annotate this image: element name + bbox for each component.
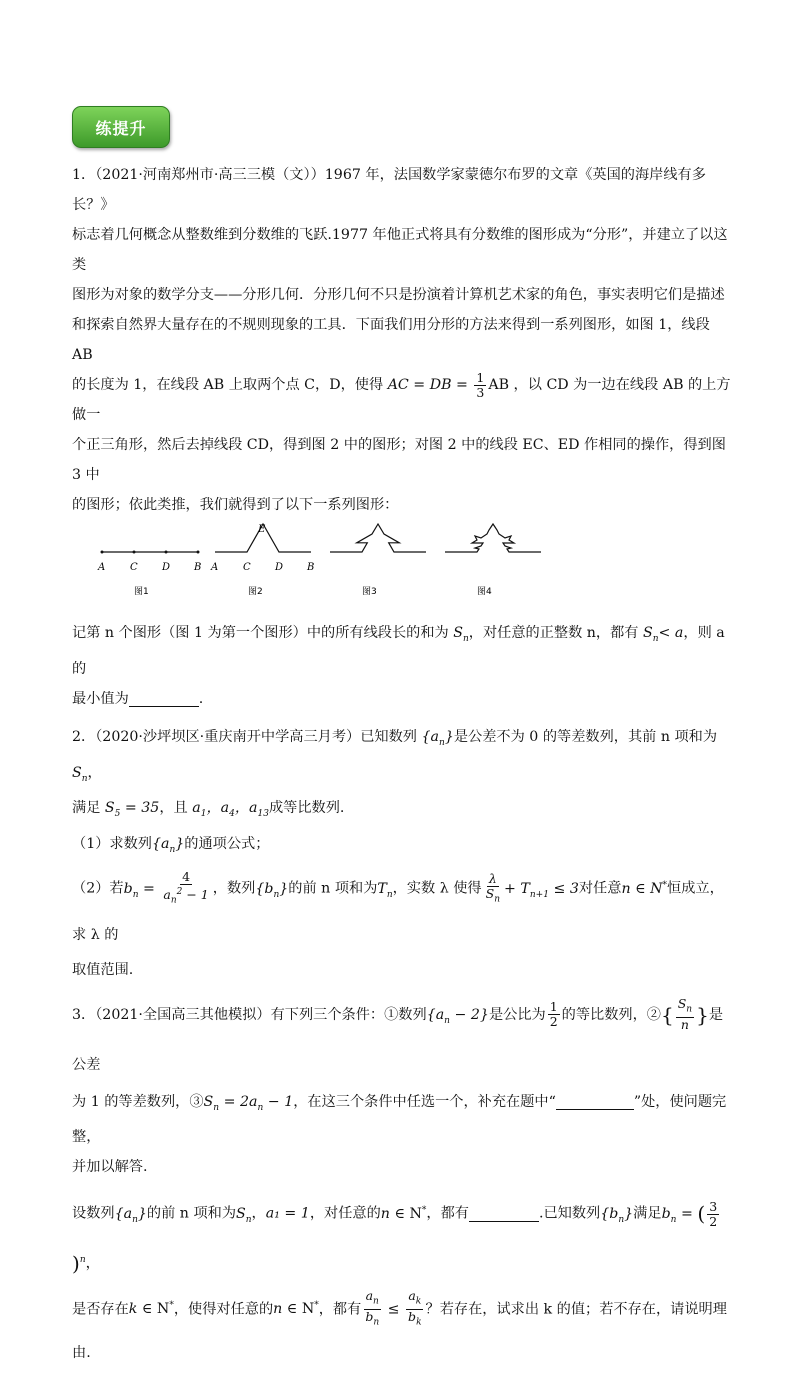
q3-half-fraction (548, 1000, 560, 1029)
q2-sn: $S_n$ (72, 764, 88, 784)
q3-line-5-mid2: ，都有 (318, 1301, 362, 1318)
q3-seq-an-minus-2: $\{a_n - 2\}$ (426, 1006, 489, 1026)
q1-line-5 (72, 370, 732, 430)
q2-part-2-mid3: ，实数 λ 使得 (392, 880, 482, 897)
fig2-label-d: D (275, 562, 284, 573)
q2-part-2-mid2: 的前 n 项和为 (288, 880, 378, 897)
fig3-shape (330, 524, 426, 552)
q2-line-1: 2．（2020·沙坪坝区·重庆南开中学高三月考）已知数列 $\{a_n\}$是公差不为 0 的等差数列，其前 n 项和为$S_n$， (72, 728, 718, 784)
q3-half-num: 1 (549, 999, 558, 1015)
q2-s5-value: = 35 (120, 800, 160, 817)
q1-line-9 (72, 684, 732, 714)
q3-line-5-mid1: ，使得对任意的 (173, 1301, 274, 1318)
q2-line-2 (72, 793, 732, 829)
q1-sn: $S_n$ (453, 625, 469, 644)
q3-line-2-tail: ”处，使问题完整， (72, 1093, 727, 1146)
q3-line-1 (72, 993, 732, 1087)
q2-ineq-text: + T (503, 880, 530, 897)
q3-fill-blank[interactable] (469, 1203, 539, 1222)
fig2-label-b: B (307, 562, 315, 573)
q1-line-5-tail: AB ，以 CD 为一边在线段 AB 的上方做一 (72, 377, 731, 423)
q3-line-4-text: 设数列 (72, 1206, 115, 1223)
q2-part-2-mid1: ，数列 (212, 880, 256, 897)
q3-line-1-mid2: 的等比数列，② (561, 1006, 661, 1023)
q2-lambda-num: λ (488, 870, 497, 886)
fig2-label-e: E (258, 524, 266, 535)
q3-line-4-mid4: .已知数列 (538, 1206, 601, 1223)
q3-three-halves-den: 2 (709, 1213, 718, 1229)
q3-cond3-eq: = 2a (223, 1093, 258, 1110)
q2-bn-num: 4 (182, 869, 191, 885)
fractal-figures (72, 522, 732, 614)
q2-line-2-tail: 成等比数列. (268, 800, 345, 817)
q3-k-domain: k ∈ N* (128, 1300, 174, 1318)
q3-half-den: 2 (549, 1014, 558, 1030)
q1-line-8-tail: ，则 a 的 (72, 625, 725, 677)
q2-lambda-den: $S_n$ (485, 885, 500, 905)
q3-line-4-mid1: 的前 n 项和为 (146, 1206, 237, 1223)
q2-bn-symbol: b (123, 880, 133, 897)
fig1-caption: 图1 (134, 587, 149, 597)
q2-part-1 (72, 829, 732, 865)
q3-brace-right: } (696, 1002, 709, 1027)
q3-sn: $S_n$ (236, 1206, 252, 1225)
q3-three-halves-num: 3 (709, 1198, 718, 1214)
fig2-label-c: C (243, 562, 251, 573)
q1-line-6: 个正三角形，然后去掉线段 CD，得到图 2 中的图形；对图 2 中的线段 EC、ED 作相同的操作，得到图 3 中 (72, 437, 726, 483)
q3-seq-bn: $\{b_n\}$ (600, 1206, 634, 1225)
q2-line-1-mid: 是公差不为 0 的等差数列，其前 n 项和为 (453, 728, 718, 745)
q3-sn-over-n-num: $S_n$ (676, 997, 694, 1018)
q3-seq-an: $\{a_n\}$ (114, 1206, 147, 1225)
fig2-label-a: A (211, 562, 219, 573)
q1-line-9-tail: . (198, 690, 204, 707)
q2-part-1-tail: 的通项公式； (184, 836, 270, 853)
q3-sn-over-n (676, 997, 694, 1032)
q3-line-2-text: 为 1 的等差数列，③ (72, 1093, 204, 1110)
q2-bn-den: $a_n^2 - 1$ (163, 887, 209, 906)
q3-an-over-bn-num: $a_n$ (364, 1289, 381, 1310)
q3-line-4-comma: ， (251, 1206, 266, 1223)
q2-bn-def: $b_n$ = (123, 880, 160, 900)
q2-s5-symbol: S (104, 800, 115, 817)
q3-sn-over-n-den: n (680, 1016, 689, 1032)
fig1-label-b: B (194, 562, 202, 573)
q3-line-4-mid3: ，都有 (426, 1206, 469, 1223)
q3-line-3: 并加以解答. (72, 1159, 148, 1176)
q1-sn-symbol: S (453, 625, 463, 641)
q2-terms: $a_1$，$a_4$，$a_{13}$ (192, 800, 269, 820)
fig4-shape (445, 524, 541, 552)
q3-line-2-mid: ，在这三个条件中任选一个，补充在题中“ (293, 1093, 556, 1110)
q3-ak-over-bk (406, 1289, 423, 1329)
content-body (72, 160, 732, 1375)
q3-ak-over-bk-num: $a_k$ (406, 1289, 423, 1310)
q2-part-2-mid4: 对任意 (578, 880, 622, 897)
q3-three-halves (707, 1200, 719, 1229)
q2-bn-den-symbol: a (163, 887, 171, 903)
q1-line-8-mid: ，对任意的正整数 n，都有 (468, 625, 639, 641)
q2-part-1-text: （1）求数列 (72, 836, 152, 853)
q3-condition-blank[interactable] (556, 1091, 634, 1110)
q2-line-2-mid: ，且 (159, 800, 188, 817)
q2-ineq-tail: ≤ 3 (548, 880, 579, 897)
q1-line-7: 的图形；依此类推，我们就得到了以下一系列图形： (72, 497, 399, 513)
fig1-label-c: C (130, 562, 138, 573)
q3-line-1-tail: 是公差 (72, 1006, 724, 1073)
q3-brace-left: { (660, 1002, 674, 1027)
q2-line-2-text: 满足 (72, 800, 101, 817)
q1-inequality-text: < a (658, 625, 684, 641)
q1-line-1: 1．（2021·河南郑州市·高三三模（文））1967 年，法国数学家蒙德尔布罗的文章《英国的海岸线有多长？》 (72, 167, 706, 213)
q1-fraction (474, 371, 486, 400)
q1-line-8 (72, 618, 732, 684)
fig4-caption: 图4 (477, 587, 492, 597)
q1-frac-den: 3 (476, 384, 485, 400)
q2-ineq: + $T_{n+1} \le 3$ (503, 880, 579, 900)
q2-part-2-text: （2）若 (72, 880, 124, 897)
q1-line-2: 标志着几何概念从整数维到分数维的飞跃.1977 年他正式将具有分数维的图形成为“分形”，并建立了以这类 (72, 227, 728, 273)
q3-line-2 (72, 1087, 732, 1153)
fig2-caption: 图2 (248, 587, 263, 597)
fractal-figures-svg (100, 522, 720, 614)
q3-line-1-mid1: 是公比为 (488, 1006, 546, 1023)
q1-frac-num: 1 (476, 369, 485, 385)
q1-line-9-text: 最小值为 (72, 690, 129, 707)
q1-line-3: 图形为对象的数学分支——分形几何．分形几何不只是扮演着计算机艺术家的角色，事实表明它们是描述 (72, 287, 725, 303)
q3-line-5-tail: ？若存在，试求出 k 的值；若不存在，请说明理由. (72, 1301, 727, 1362)
q2-s5-eq (104, 800, 160, 820)
q2-seq-an: $\{a_n\}$ (421, 728, 454, 748)
q2-seq-bn: $\{b_n\}$ (255, 880, 289, 900)
q3-cond3: $S_n = 2a_n - 1$ (203, 1093, 294, 1113)
q3-paren-left: ( (697, 1202, 706, 1227)
q3-cond3-tail: − 1 (263, 1093, 294, 1110)
q1-line-5-text: 的长度为 1，在线段 AB 上取两个点 C，D，使得 (72, 377, 384, 393)
q1-answer-blank[interactable] (129, 688, 199, 707)
q2-lambda-fraction (484, 872, 502, 907)
q3-ak-over-bk-den: $b_k$ (408, 1308, 422, 1328)
q1-line-8-text: 记第 n 个图形（图 1 为第一个图形）中的所有线段长的和为 (72, 625, 449, 641)
q3-a1: a₁ = 1 (265, 1206, 310, 1223)
q2-part-2-tail: 恒成立，求 λ 的 (72, 880, 724, 943)
fig1-label-d: D (162, 562, 171, 573)
q3-line-4: 设数列$\{a_n\}$的前 n 项和为$S_n$，a₁ = 1，对任意的n ∈ N*，都有 .已知数列$\{b_n\}$满足$b_n$ = ( $\frac{3}{2}$ )$^n$， (72, 1198, 718, 1276)
q1-equation: AC = DB = (387, 377, 468, 393)
q3-line-4-mid5: 满足 (633, 1206, 662, 1223)
q2-bn-fraction (161, 870, 210, 908)
q3-bn-def: $b_n$ = (661, 1206, 698, 1225)
q2-line-1-text: 2．（2020·沙坪坝区·重庆南开中学高三月考）已知数列 (72, 728, 417, 745)
q3-line-5-text: 是否存在 (72, 1301, 129, 1318)
q2-tn-symbol: T (377, 880, 387, 897)
q1-line-4: 和探索自然界大量存在的不规则现象的工具．下面我们用分形的方法来得到一系列图形，如图 1，线段 AB (72, 317, 710, 363)
q3-an-over-bn (363, 1289, 381, 1329)
q2-line-last: 取值范围. (72, 961, 134, 978)
q3-leq: ≤ (383, 1301, 405, 1318)
q3-paren-right: ) (72, 1251, 80, 1276)
fig3-caption: 图3 (362, 587, 377, 597)
q3-line-5 (72, 1284, 732, 1375)
q3-line-1-text: 3．（2021·全国高三其他模拟）有下列三个条件：①数列 (72, 1006, 427, 1023)
section-badge: 练提升 (72, 106, 170, 148)
q2-tn: $T_n$ (377, 880, 393, 900)
q3-line-4-mid2: ，对任意的 (309, 1206, 381, 1223)
q3-domain-1: n ∈ N* (380, 1205, 427, 1223)
q3-an-over-bn-den: $b_n$ (365, 1308, 380, 1328)
q2-part-2 (72, 865, 732, 955)
q2-s5-sub: 5 (114, 809, 121, 820)
q3-domain-2: n ∈ N* (273, 1300, 319, 1318)
q2-lambda-den-symbol: S (485, 885, 495, 901)
fig1-label-a: A (98, 562, 106, 573)
q1-inequality: $S_n< a$ (643, 625, 684, 644)
q2-part-1-seq: $\{a_n\}$ (151, 836, 185, 856)
q2-domain: n ∈ N* (621, 880, 668, 897)
